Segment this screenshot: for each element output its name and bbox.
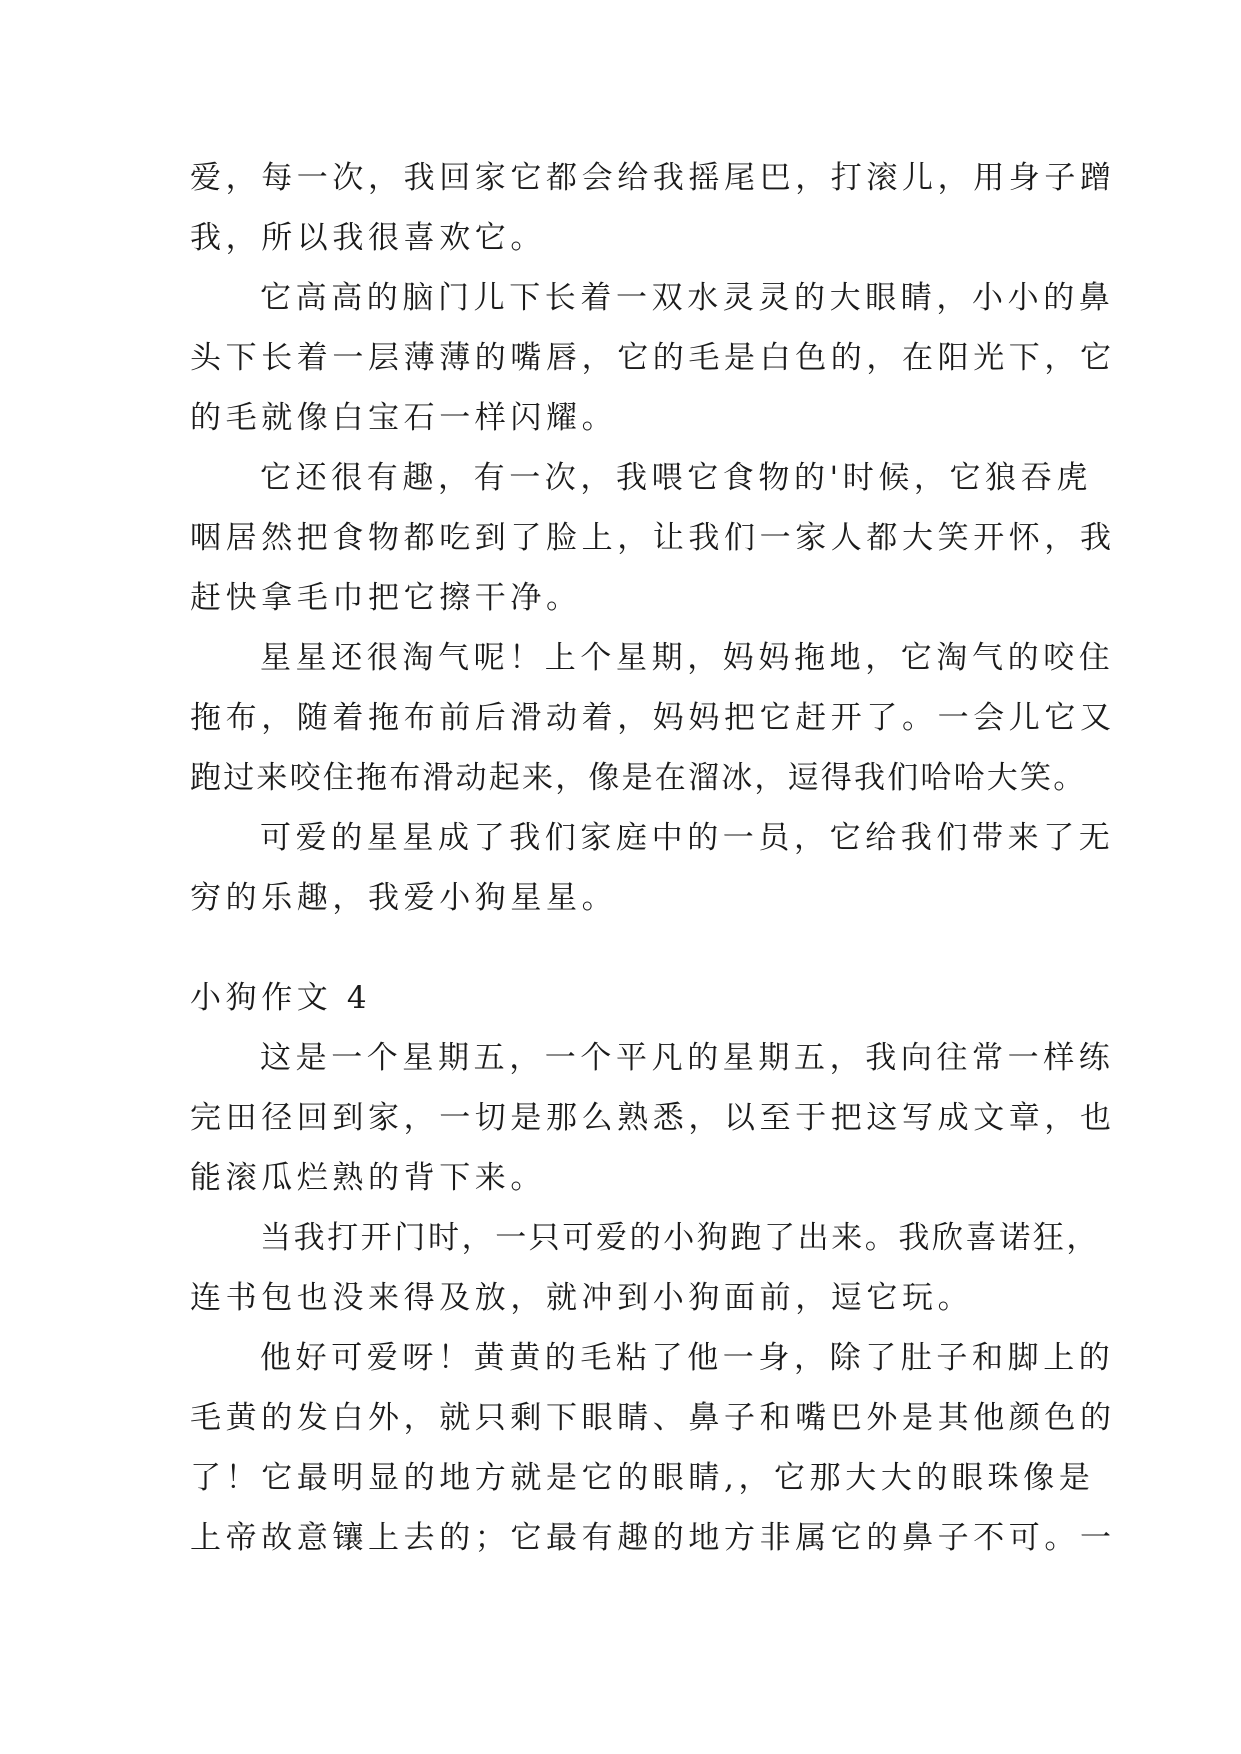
text-line: 头下长着一层薄薄的嘴唇，它的毛是白色的，在阳光下，它 (190, 340, 1116, 376)
paragraph-start: 他好可爱呀！黄黄的毛粘了他一身，除了肚子和脚上的 (260, 1340, 1115, 1376)
paragraph-start: 星星还很淘气呢！上个星期，妈妈拖地，它淘气的咬住 (260, 640, 1115, 676)
text-line: 穷的乐趣，我爱小狗星星。 (190, 880, 618, 916)
text-line: 拖布，随着拖布前后滑动着，妈妈把它赶开了。一会儿它又 (190, 700, 1116, 736)
essay-4-body (190, 1028, 1116, 1568)
text-line: 了！它最明显的地方就是它的眼睛,，它那大大的眼珠像是 (190, 1460, 1095, 1496)
paragraph-start: 可爱的星星成了我们家庭中的一员，它给我们带来了无 (260, 820, 1115, 856)
section-heading: 小狗作文 4 (190, 980, 372, 1016)
text-line: 跑过来咬住拖布滑动起来，像是在溜冰，逗得我们哈哈大笑。 (190, 760, 1087, 796)
text-line: 连书包也没来得及放，就冲到小狗面前，逗它玩。 (190, 1280, 974, 1316)
paragraph-start: 这是一个星期五，一个平凡的星期五，我向往常一样练 (260, 1040, 1115, 1076)
text-line: 我，所以我很喜欢它。 (190, 220, 546, 256)
paragraph-start: 它还很有趣，有一次，我喂它食物的'时候，它狼吞虎 (260, 460, 1092, 496)
text-line: 上帝故意镶上去的；它最有趣的地方非属它的鼻子不可。一 (190, 1520, 1116, 1556)
essay-3-continued (190, 148, 1116, 928)
text-line: 毛黄的发白外，就只剩下眼睛、鼻子和嘴巴外是其他颜色的 (190, 1400, 1116, 1436)
text-line: 赶快拿毛巾把它擦干净。 (190, 580, 582, 616)
essay-4-heading-block (190, 968, 1052, 1028)
text-line: 的毛就像白宝石一样闪耀。 (190, 400, 618, 436)
text-line: 能滚瓜烂熟的背下来。 (190, 1160, 546, 1196)
text-line: 咽居然把食物都吃到了脸上，让我们一家人都大笑开怀，我 (190, 520, 1116, 556)
text-line: 完田径回到家，一切是那么熟悉，以至于把这写成文章，也 (190, 1100, 1116, 1136)
paragraph-start: 它高高的脑门儿下长着一双水灵灵的大眼睛，小小的鼻 (260, 280, 1115, 316)
text-line: 爱，每一次，我回家它都会给我摇尾巴，打滚儿，用身子蹭 (190, 160, 1116, 196)
paragraph-start: 当我打开门时，一只可爱的小狗跑了出来。我欣喜诺狂， (260, 1220, 1100, 1256)
